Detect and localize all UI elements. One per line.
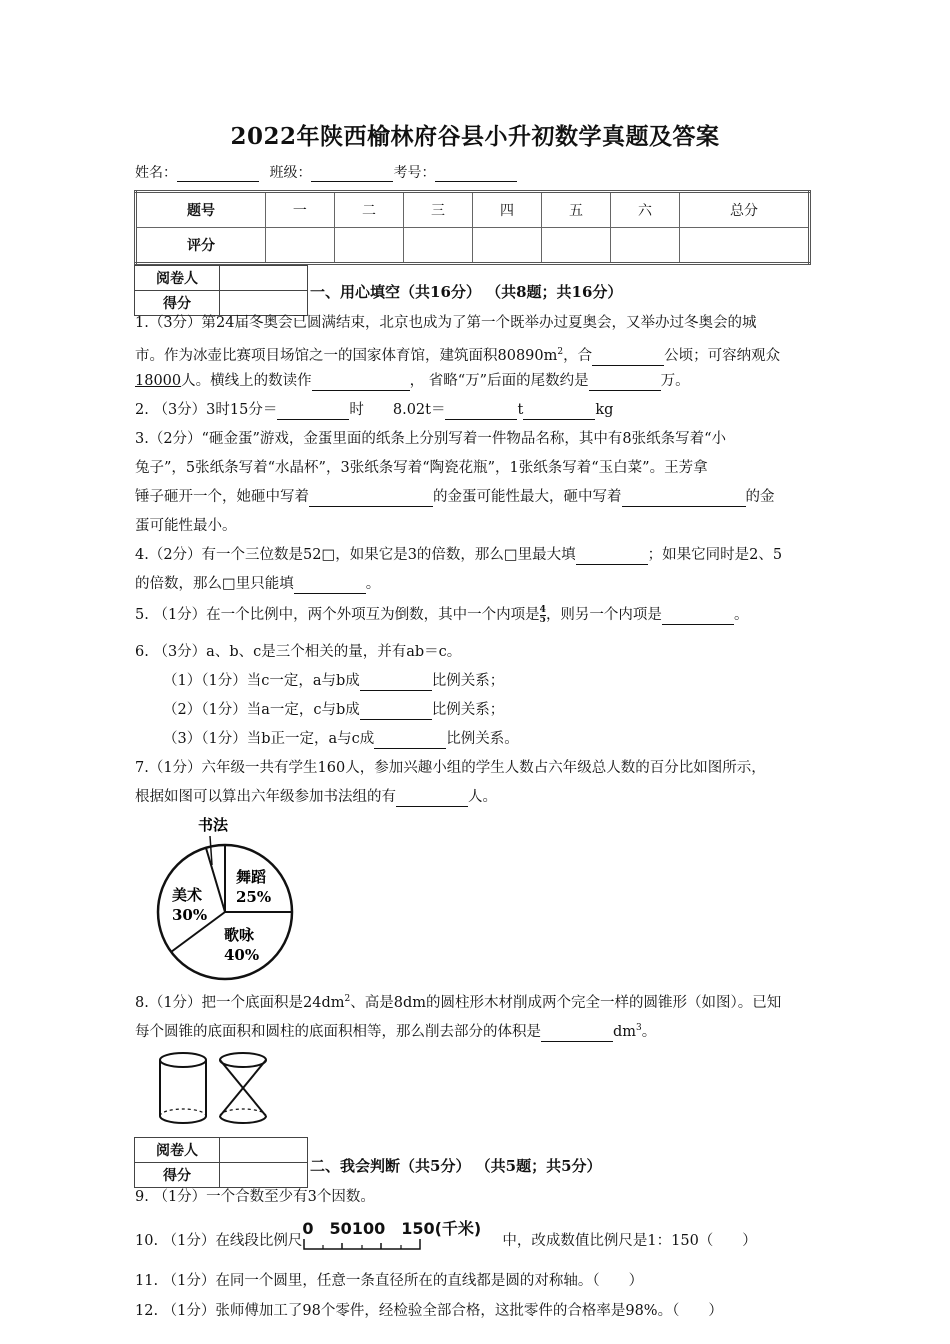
score-table-header-row <box>136 192 810 228</box>
grader-reader-label: 阅卷人 <box>135 266 220 291</box>
q11-line: 11. （1分）在同一个圆里，任意一条直径所在的直线都是圆的对称轴。（ ） <box>135 1273 644 1289</box>
q4-blank-only[interactable] <box>294 579 366 594</box>
pie-label-art: 美术 <box>172 886 203 904</box>
q4-text: ；如果它同时是2、5 <box>647 547 783 563</box>
q5-blank[interactable] <box>662 610 734 625</box>
name-label: 姓名： <box>135 165 177 181</box>
q10-text: 10. （1分）在线段比例尺 <box>135 1233 303 1249</box>
q6-part-1 <box>163 671 858 691</box>
q2-text: kg <box>595 402 614 418</box>
grader-score-label: 得分 <box>135 1163 220 1188</box>
q3-line-c <box>135 487 830 507</box>
q8-superscript: 2 <box>344 994 351 1004</box>
q1-blank-reading[interactable] <box>312 376 410 391</box>
cylinder-shape <box>160 1053 206 1123</box>
q4-line-b <box>135 574 830 594</box>
grader-score-cell[interactable] <box>220 1163 308 1188</box>
score-header-cell: 四 <box>472 192 541 228</box>
q1-text: 万。 <box>660 373 690 389</box>
q5-text: 5. （1分）在一个比例中，两个外项互为倒数，其中一个内项是 <box>135 607 540 623</box>
score-row-label: 评分 <box>136 228 266 264</box>
q6-text: （1）（1分）当c一定，a与b成 <box>163 673 360 689</box>
q7-text: 根据如图可以算出六年级参加书法组的有 <box>135 789 396 805</box>
q10-scale-labels: 0 50100 150(千米) <box>302 1219 482 1238</box>
section-1-heading: 一、用心填空（共16分） （共8题；共16分） <box>310 283 623 301</box>
q4-text: 4.（2分）有一个三位数是52□，如果它是3的倍数，那么□里最大填 <box>135 547 576 563</box>
exam-blank[interactable] <box>435 167 517 182</box>
q1-text: 人。横线上的数读作 <box>181 373 312 389</box>
score-header-cell: 三 <box>403 192 472 228</box>
q3-line-d: 蛋可能性最小。 <box>135 518 237 534</box>
grader-reader-label: 阅卷人 <box>135 1138 220 1163</box>
q3-line-a: 3.（2分）“砸金蛋”游戏，金蛋里面的纸条上分别写着一件物品名称，其中有8张纸条写着“小 <box>135 431 727 447</box>
score-header-cell: 二 <box>334 192 403 228</box>
score-header-cell: 一 <box>265 192 334 228</box>
q3-text: 的金 <box>745 489 775 505</box>
q8-text: 8.（1分）把一个底面积是24dm <box>135 994 345 1011</box>
q6-blank-3[interactable] <box>374 734 446 749</box>
q4-line-a <box>135 545 830 565</box>
q1-line-b <box>135 342 830 366</box>
score-cell[interactable] <box>334 228 403 264</box>
q6-blank-1[interactable] <box>360 676 432 691</box>
page-title: 2022年陕西榆林府谷县小升初数学真题及答案 <box>230 123 720 150</box>
grader-reader-cell[interactable] <box>220 1138 308 1163</box>
score-header-cell: 题号 <box>136 192 266 228</box>
pie-label-dance: 舞蹈 <box>236 868 267 886</box>
q4-text: 的倍数，那么□里只能填 <box>135 576 294 592</box>
q2-text: 时 8.02t＝ <box>349 402 446 418</box>
score-cell[interactable] <box>680 228 810 264</box>
q6-text: 比例关系。 <box>446 731 519 747</box>
q10-scale-ruler <box>302 1239 422 1251</box>
q1-line-a: 1.（3分）第24届冬奥会已圆满结束，北京也成为了第一个既举办过夏奥会，又举办过冬奥会的城 <box>135 315 757 331</box>
cylinder-cone-figure <box>155 1048 275 1130</box>
q1-blank-hectare[interactable] <box>592 351 664 366</box>
q6-part-3 <box>163 729 858 749</box>
exam-label: 考号： <box>393 165 436 181</box>
q6-line-a: 6. （3分）a、b、c是三个相关的量，并有ab＝c。 <box>135 644 462 660</box>
q2-blank-tons[interactable] <box>445 405 517 420</box>
q3-line-b: 兔子”，5张纸条写着“水晶杯”，3张纸条写着“陶瓷花瓶”，1张纸条写着“玉白菜”。王芳拿 <box>135 460 708 476</box>
q5-denominator: 5 <box>539 614 546 625</box>
q7-text: 人。 <box>468 789 497 805</box>
class-blank[interactable] <box>311 167 393 182</box>
grader-score-cell[interactable] <box>220 291 308 316</box>
q4-text: 。 <box>365 576 381 592</box>
q7-line-b <box>135 787 830 807</box>
q3-text: 的金蛋可能性最大，砸中写着 <box>433 489 622 505</box>
q9-line: 9. （1分）一个合数至少有3个因数。 <box>135 1189 375 1205</box>
score-cell[interactable] <box>265 228 334 264</box>
q3-blank-most[interactable] <box>309 492 433 507</box>
pie-chart-figure <box>150 810 310 985</box>
name-blank[interactable] <box>177 167 259 182</box>
pie-pct-sing: 40% <box>224 946 260 964</box>
score-header-cell: 总分 <box>680 192 810 228</box>
score-header-cell: 五 <box>541 192 610 228</box>
grader-score-label: 得分 <box>135 291 220 316</box>
grader-reader-cell[interactable] <box>220 266 308 291</box>
q5-numerator: 4 <box>539 604 546 615</box>
q10-scale-bar <box>302 1219 502 1251</box>
q6-blank-2[interactable] <box>360 705 432 720</box>
q8-line-b <box>135 1018 830 1042</box>
q6-text: （2）（1分）当a一定，c与b成 <box>163 702 360 718</box>
q1-line-c <box>135 371 830 391</box>
q7-line-a: 7.（1分）六年级一共有学生160人，参加兴趣小组的学生人数占六年级总人数的百分比如图所示， <box>135 760 766 776</box>
q8-blank[interactable] <box>541 1027 613 1042</box>
score-cell[interactable] <box>403 228 472 264</box>
pie-pct-dance: 25% <box>236 888 272 906</box>
q3-blank-least[interactable] <box>622 492 746 507</box>
q4-blank-max[interactable] <box>576 550 648 565</box>
grader-table-2 <box>134 1137 308 1188</box>
score-cell[interactable] <box>541 228 610 264</box>
q2-line <box>135 400 830 420</box>
pie-pct-art: 30% <box>172 906 208 924</box>
score-cell[interactable] <box>472 228 541 264</box>
q8-text: 每个圆锥的底面积和圆柱的底面积相等，那么削去部分的体积是 <box>135 1023 541 1040</box>
q1-underlined-number: 18000 <box>135 373 182 389</box>
q2-blank-hours[interactable] <box>277 405 349 420</box>
q8-line-a <box>135 989 830 1013</box>
q1-text: ， 省略“万”后面的尾数约是 <box>409 373 589 389</box>
q7-blank[interactable] <box>396 792 468 807</box>
q3-text: 锤子砸开一个，她砸中写着 <box>135 489 309 505</box>
double-cone-shape <box>220 1053 266 1123</box>
student-info-line <box>135 162 517 182</box>
q1-blank-approx[interactable] <box>589 376 661 391</box>
q5-text: 。 <box>733 607 749 623</box>
q6-part-2 <box>163 700 858 720</box>
q8-superscript: 3 <box>636 1023 642 1033</box>
q1-text: ，合 <box>563 347 593 364</box>
q5-line <box>135 605 830 625</box>
score-table <box>134 190 811 265</box>
q1-text: 市。作为冰壶比赛项目场馆之一的国家体育馆，建筑面积80890m <box>135 347 558 364</box>
q2-text: 2. （3分）3时15分＝ <box>135 402 278 418</box>
q2-blank-kg[interactable] <box>523 405 595 420</box>
q6-text: 比例关系； <box>431 673 505 689</box>
score-cell[interactable] <box>611 228 680 264</box>
q8-text: 。 <box>641 1023 657 1040</box>
q6-text: 比例关系； <box>431 702 505 718</box>
q5-text: ，则另一个内项是 <box>545 607 662 623</box>
q10-text: 中，改成数值比例尺是1：150（ ） <box>502 1233 757 1249</box>
q10-line <box>135 1219 830 1251</box>
section-2-heading: 二、我会判断（共5分） （共5题；共5分） <box>310 1157 602 1175</box>
grader-table-1 <box>134 265 308 316</box>
q1-superscript: 2 <box>557 347 564 357</box>
score-header-cell: 六 <box>611 192 680 228</box>
q8-text: dm <box>613 1023 637 1040</box>
pie-divider-calligraphy <box>206 848 225 912</box>
q6-text: （3）（1分）当b正一定，a与c成 <box>163 731 375 747</box>
pie-label-calligraphy: 书法 <box>198 816 229 834</box>
q1-text: 公顷；可容纳观众 <box>664 347 781 364</box>
q8-text: 、高是8dm的圆柱形木材削成两个完全一样的圆锥形（如图）。已知 <box>350 994 782 1011</box>
class-label: 班级： <box>269 165 312 181</box>
score-table-score-row <box>136 228 810 264</box>
q2-text: t <box>517 402 524 418</box>
q12-line: 12. （1分）张师傅加工了98个零件，经检验全部合格，这批零件的合格率是98%。（ ） <box>135 1303 723 1319</box>
pie-label-sing: 歌咏 <box>224 926 255 944</box>
